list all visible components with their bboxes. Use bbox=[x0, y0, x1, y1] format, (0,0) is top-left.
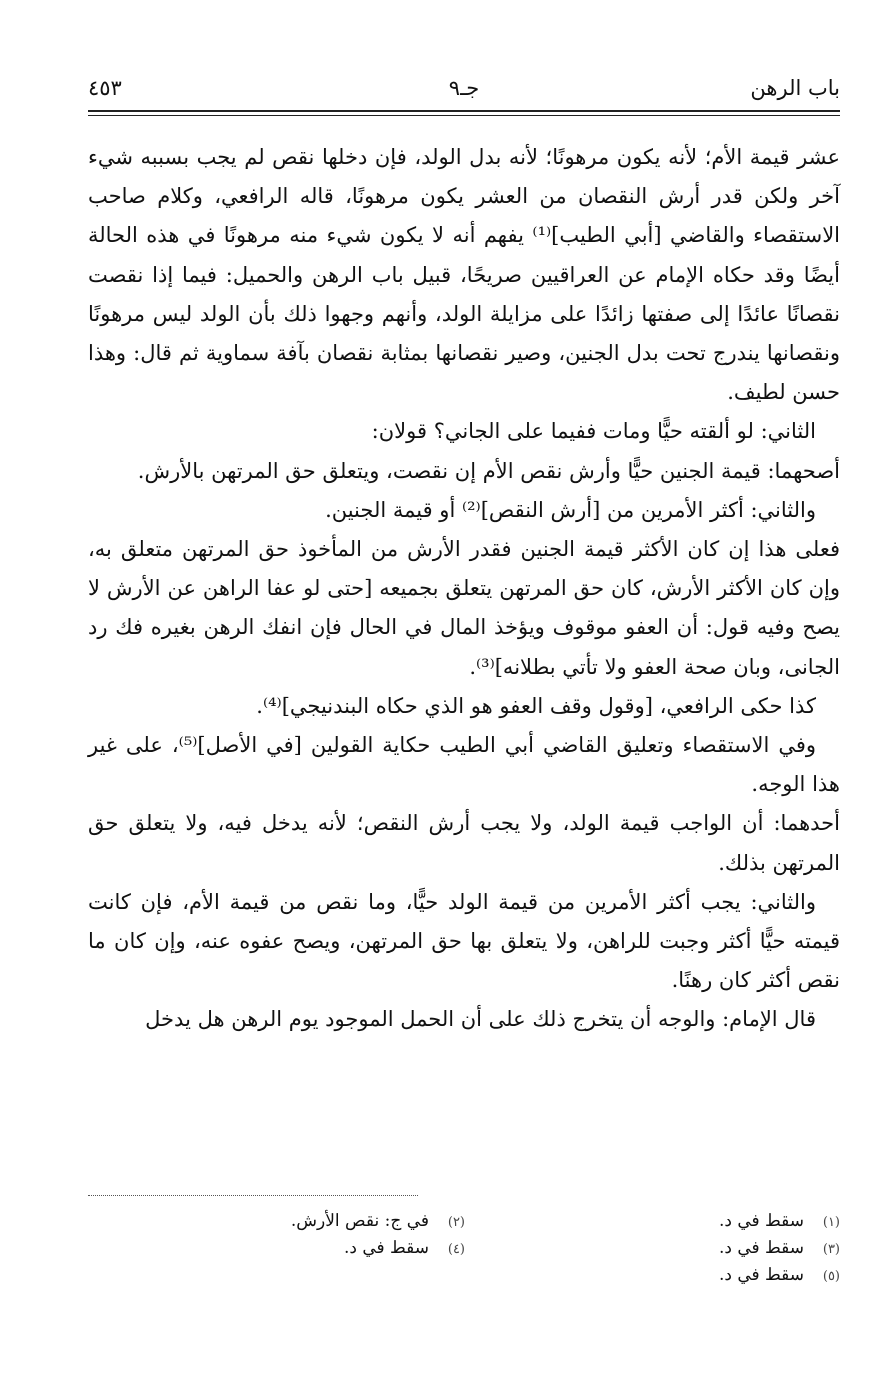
paragraph: قال الإمام: والوجه أن يتخرج ذلك على أن الحمل الموجود يوم الرهن هل يدخل bbox=[145, 1007, 816, 1032]
footnote-text: سقط في د. bbox=[718, 1238, 804, 1258]
paragraph: والثاني: يجب أكثر الأمرين من قيمة الولد حيًّا، وما نقص من قيمة الأم، فإن كانت قيمته حيًّا أكثر وجبت للراهن، ولا يتعلق بها حق المرتهن، ويصح عفوه عنه، وإن كان ما نقص أكثر كان رهنًا. bbox=[88, 889, 840, 993]
paragraph: والثاني: أكثر الأمرين من [أرش النقص]⁽²⁾ أو قيمة الجنين. bbox=[325, 497, 816, 522]
volume-label: جـ٩ bbox=[448, 76, 480, 100]
footnote bbox=[90, 1208, 465, 1235]
footnote bbox=[465, 1208, 840, 1235]
footnote bbox=[90, 1235, 465, 1262]
footnote-number: (٤) bbox=[447, 1242, 465, 1257]
footnote-number: (٥) bbox=[822, 1269, 840, 1284]
main-text bbox=[88, 138, 840, 1040]
header-rule-thick bbox=[88, 110, 840, 112]
paragraph: أحدهما: أن الواجب قيمة الولد، ولا يجب أرش النقص؛ لأنه يدخل فيه، ولا يتعلق حق المرتهن بذلك. bbox=[88, 811, 840, 875]
footnote-number: (١) bbox=[822, 1215, 840, 1230]
footnote bbox=[465, 1262, 840, 1289]
footnote-separator bbox=[88, 1195, 418, 1196]
chapter-title: باب الرهن bbox=[750, 76, 840, 100]
page-number: ٤٥٣ bbox=[88, 76, 122, 100]
footnote bbox=[465, 1235, 840, 1262]
paragraph: الثاني: لو ألقته حيًّا ومات ففيما على الجاني؟ قولان: bbox=[371, 419, 816, 444]
paragraph: فعلى هذا إن كان الأكثر قيمة الجنين فقدر الأرش من المأخوذ حق المرتهن متعلق به، وإن كان الأكثر الأرش، كان حق المرتهن يتعلق بجميعه [حتى لو عفا الراهن عن الأرش لا يصح وفيه قول: أن العفو موقوف ويؤخذ المال في الحال فإن انفك الرهن بغيره فك رد الجانى، وبان صحة العفو ولا تأتي بطلانه]⁽³⁾. bbox=[88, 537, 840, 679]
paragraph: أصحهما: قيمة الجنين حيًّا وأرش نقص الأم إن نقصت، ويتعلق حق المرتهن بالأرش. bbox=[137, 458, 840, 483]
paragraph: كذا حكى الرافعي، [وقول وقف العفو هو الذي حكاه البندنيجي]⁽⁴⁾. bbox=[256, 693, 816, 718]
running-header bbox=[88, 70, 840, 106]
paragraph: وفي الاستقصاء وتعليق القاضي أبي الطيب حكاية القولين [في الأصل]⁽⁵⁾، على غير هذا الوجه. bbox=[88, 733, 840, 797]
book-page bbox=[88, 0, 840, 1373]
footnote-text: سقط في د. bbox=[718, 1265, 804, 1285]
footnote-text: سقط في د. bbox=[343, 1238, 429, 1258]
footnote-number: (٢) bbox=[447, 1215, 465, 1230]
header-rule-thin bbox=[88, 115, 840, 116]
footnote-text: في ج: نقص الأرش. bbox=[290, 1211, 429, 1231]
footnote-text: سقط في د. bbox=[718, 1211, 804, 1231]
footnotes bbox=[88, 1208, 840, 1289]
paragraph: عشر قيمة الأم؛ لأنه يكون مرهونًا؛ لأنه بدل الولد، فإن دخلها نقص لم يجب بسببه شيء آخر ولكن قدر أرش النقصان من العشر يكون مرهونًا، قاله الرافعي، وكلام صاحب الاستقصاء والقاضي [أبي الطيب]⁽¹⁾ يفهم أنه لا يكون شيء منه مرهونًا في هذه الحالة أيضًا وقد حكاه الإمام عن العراقيين صريحًا، قبيل باب الرهن والحميل: فيما إذا نقصت نقصانًا عائدًا إلى صفتها زائدًا على مزايلة الولد، وأنهم وجهوا ذلك بأن الولد ليس مرهونًا ونقصانها يندرج تحت بدل الجنين، وصير نقصانها بمثابة نقصان بآفة سماوية ثم قال: وهذا حسن لطيف. bbox=[88, 145, 841, 405]
footnote-number: (٣) bbox=[822, 1242, 840, 1257]
